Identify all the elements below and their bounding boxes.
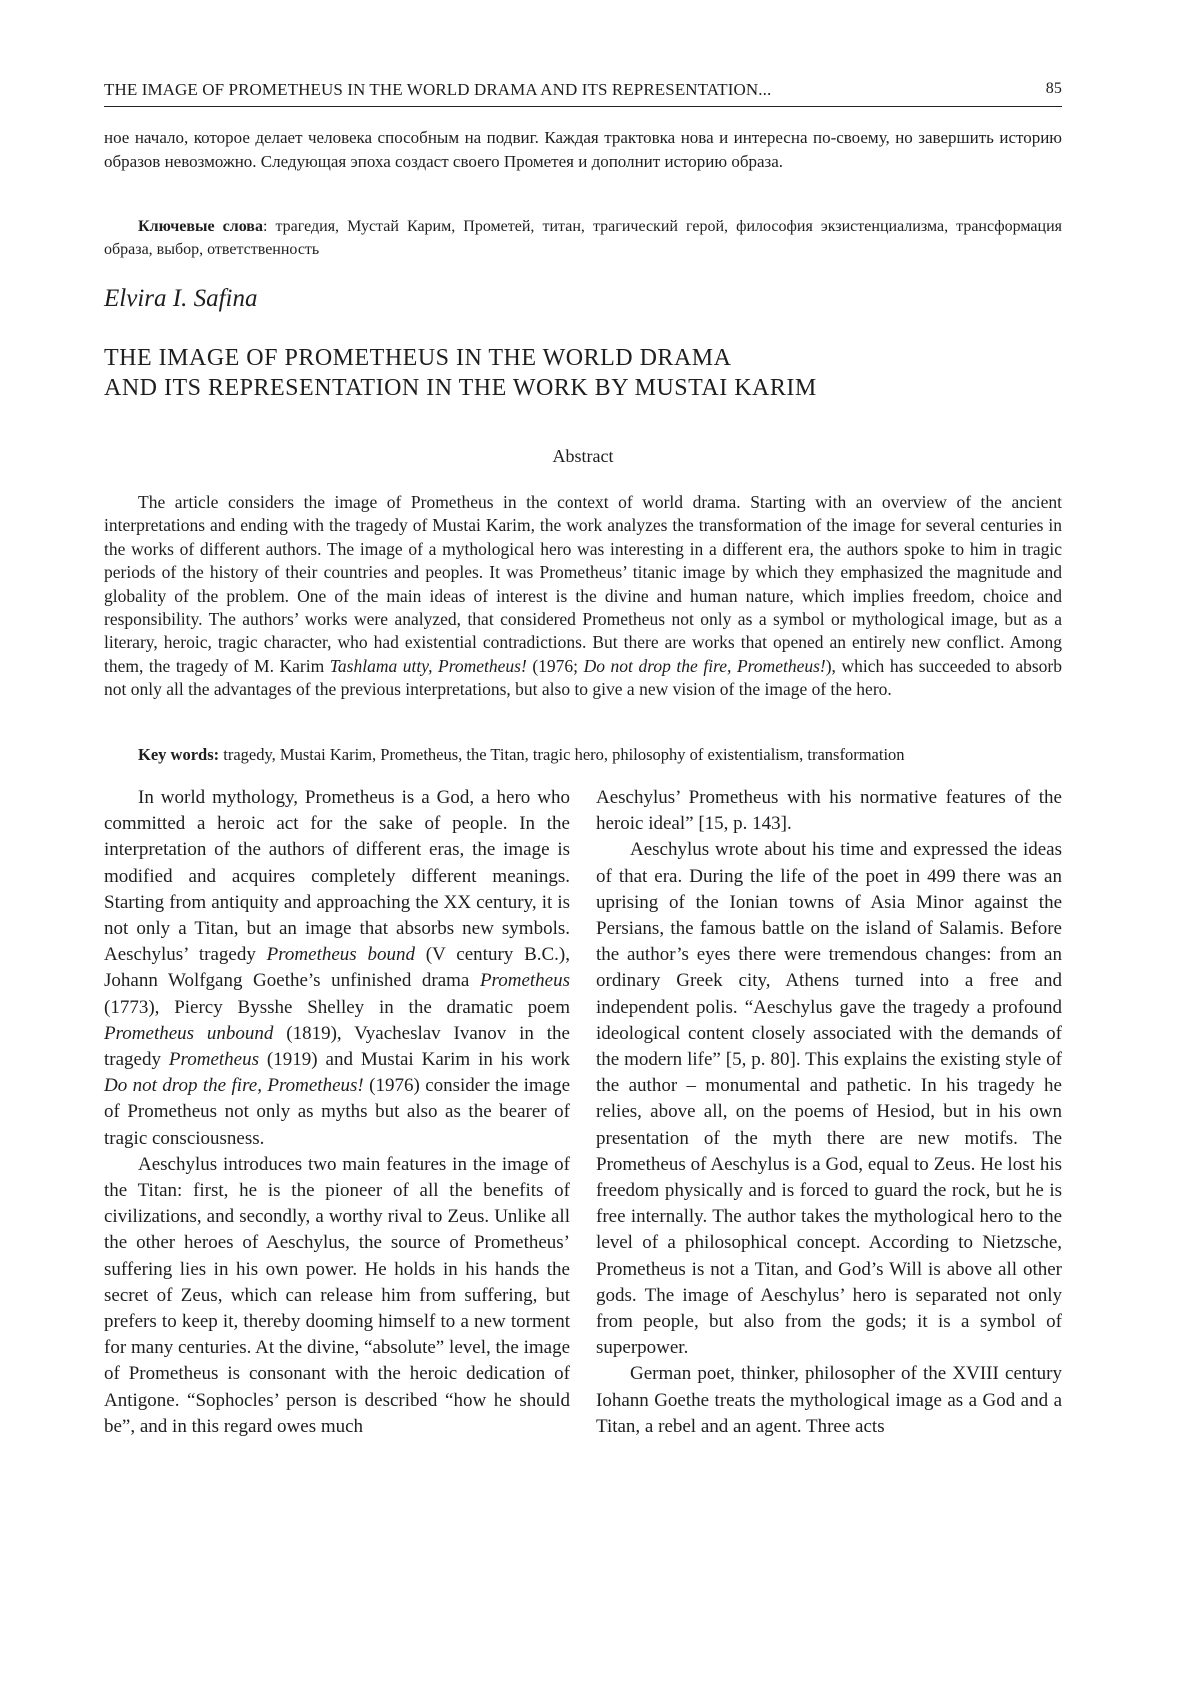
abstract-italic-title-2: Do not drop the fire, Prometheus! bbox=[583, 655, 826, 676]
body-column-left bbox=[104, 785, 570, 1440]
abstract-text-2: (1976; bbox=[526, 655, 584, 676]
author-name: Elvira I. Safina bbox=[104, 285, 258, 312]
body-text: (1919) and Mustai Karim in his work bbox=[258, 1049, 570, 1071]
russian-keywords bbox=[104, 215, 1062, 261]
russian-keywords-text: : трагедия, Мустай Карим, Прометей, титан, трагический герой, философия экзистенциализма, трансформация образа, выбор, ответственность bbox=[104, 218, 1063, 258]
body-text: (1773), Piercy Bysshe Shelley in the dramatic poem bbox=[104, 996, 570, 1018]
body-paragraph bbox=[104, 785, 570, 1152]
body-text: (V century B.C.), Johann Wolfgang Goethe’s unfinished drama bbox=[104, 944, 570, 992]
running-header bbox=[104, 80, 1062, 107]
page-number: 85 bbox=[1045, 80, 1062, 97]
abstract-italic-title-1: Tashlama utty, Prometheus! bbox=[329, 655, 527, 676]
italic-work-title: Prometheus bbox=[479, 970, 570, 992]
body-paragraph: Aeschylus wrote about his time and expressed the ideas of that era. During the life of the poet in 499 there was an uprising of the Ionian towns of Asia Minor against the Persians, the famous battle on the island of Salamis. Before the author’s eyes there were tremendous changes: from an ordinary Greek city, Athens turned into a free and independent polis. “Aeschylus gave the tragedy a profound ideological content closely associated with the demands of the modern life” [5, p. 80]. This explains the existing style of the author – monumental and pathetic. In his tragedy he relies, above all, on the poems of Hesiod, but in his own presentation of the myth there are new motifs. The Prometheus of Aeschylus is a God, equal to Zeus. He lost his freedom physically and is forced to guard the rock, but he is free internally. The author takes the mythological hero to the level of a philosophical concept. According to Nietzsche, Prometheus is not a Titan, and God’s Will is above all other gods. The image of Aeschylus’ hero is separated not only from people, but also from the gods; it is a symbol of superpower. bbox=[596, 839, 1062, 1359]
english-keywords-text: tragedy, Mustai Karim, Prometheus, the Titan, tragic hero, philosophy of existentialism, transformation bbox=[219, 745, 905, 764]
article-title-line-1: THE IMAGE OF PROMETHEUS IN THE WORLD DRAMA bbox=[104, 345, 732, 371]
body-column-right bbox=[596, 785, 1062, 1440]
article-title bbox=[104, 343, 1062, 403]
italic-work-title: Prometheus unbound bbox=[104, 1022, 274, 1044]
russian-keywords-label: Ключевые слова bbox=[138, 218, 263, 235]
body-paragraph: Aeschylus’ Prometheus with his normative features of the heroic ideal” [15, p. 143]. bbox=[596, 787, 1062, 835]
body-text: (1819), Vyacheslav Ivanov in the tragedy bbox=[104, 1022, 570, 1071]
abstract-text-1: The article considers the image of Prometheus in the context of world drama. Starting with an overview of the ancient interpretations and ending with the tragedy of Mustai Karim, the work analyzes the transformation of the image for several centuries in the works of different authors. The image of a mythological hero was interesting in a different era, the authors spoke to him in tragic periods of the history of their countries and peoples. It was Prometheus’ titanic image by which they emphasized the magnitude and globality of the problem. One of the main ideas of interest is the divine and human nature, which implies freedom, choice and responsibility. The authors’ works were analyzed, that considered Prometheus not only as a symbol or mythological image, but as a literary, heroic, tragic character, who had existential contradictions. But there are works that opened an entirely new conflict. Among them, the tragedy of M. Karim bbox=[104, 492, 1062, 676]
english-keywords-label: Key words: bbox=[138, 745, 220, 764]
abstract-text-3: ), which has succeeded to absorb not only all the advantages of the previous interpretations, but also to give a new vision of the image of the hero. bbox=[104, 655, 1062, 700]
abstract-body bbox=[104, 491, 1062, 702]
body-text: In world mythology, Prometheus is a God, a hero who committed a heroic act for the sake of people. In the interpretation of the authors of different eras, the image is modified and acquires completely different meanings. Starting from antiquity and approaching the XX century, it is not only a Titan, but an image that absorbs new symbols. Aeschylus’ tragedy bbox=[104, 787, 570, 966]
running-header-title: THE IMAGE OF PROMETHEUS IN THE WORLD DRAMA AND ITS REPRESENTATION... bbox=[104, 80, 772, 99]
abstract-heading: Abstract bbox=[552, 446, 614, 466]
body-text: (1976) consider the image of Prometheus not only as myths but also as the bearer of tragic consciousness. bbox=[104, 1075, 571, 1149]
article-title-line-2: AND ITS REPRESENTATION IN THE WORK BY MUSTAI KARIM bbox=[104, 375, 817, 401]
italic-work-title: Prometheus bound bbox=[266, 944, 415, 966]
italic-work-title: Prometheus bbox=[168, 1049, 259, 1071]
body-paragraph: Aeschylus introduces two main features in the image of the Titan: first, he is the pioneer of all the benefits of civilizations, and secondly, a worthy rival to Zeus. Unlike all the other heroes of Aeschylus, the source of Prometheus’ suffering lies in his own power. He holds in his hands the secret of Zeus, which can release him from suffering, but prefers to keep it, thereby dooming himself to a new torment for many centuries. At the divine, “absolute” level, the image of Prometheus is consonant with the heroic dedication of Antigone. “Sophocles’ person is described “how he should be”, and in this regard owes much bbox=[104, 1153, 570, 1437]
russian-abstract-continuation: ное начало, которое делает человека способным на подвиг. Каждая трактовка нова и интересна по-своему, но завершить историю образов невозможно. Следующая эпоха создаст своего Прометея и дополнит историю образа. bbox=[104, 128, 1062, 171]
italic-work-title: Do not drop the fire, Prometheus! bbox=[104, 1075, 364, 1097]
english-keywords bbox=[104, 743, 1062, 766]
body-paragraph: German poet, thinker, philosopher of the XVIII century Iohann Goethe treats the mythological image as a God and a Titan, a rebel and an agent. Three acts bbox=[596, 1363, 1062, 1437]
